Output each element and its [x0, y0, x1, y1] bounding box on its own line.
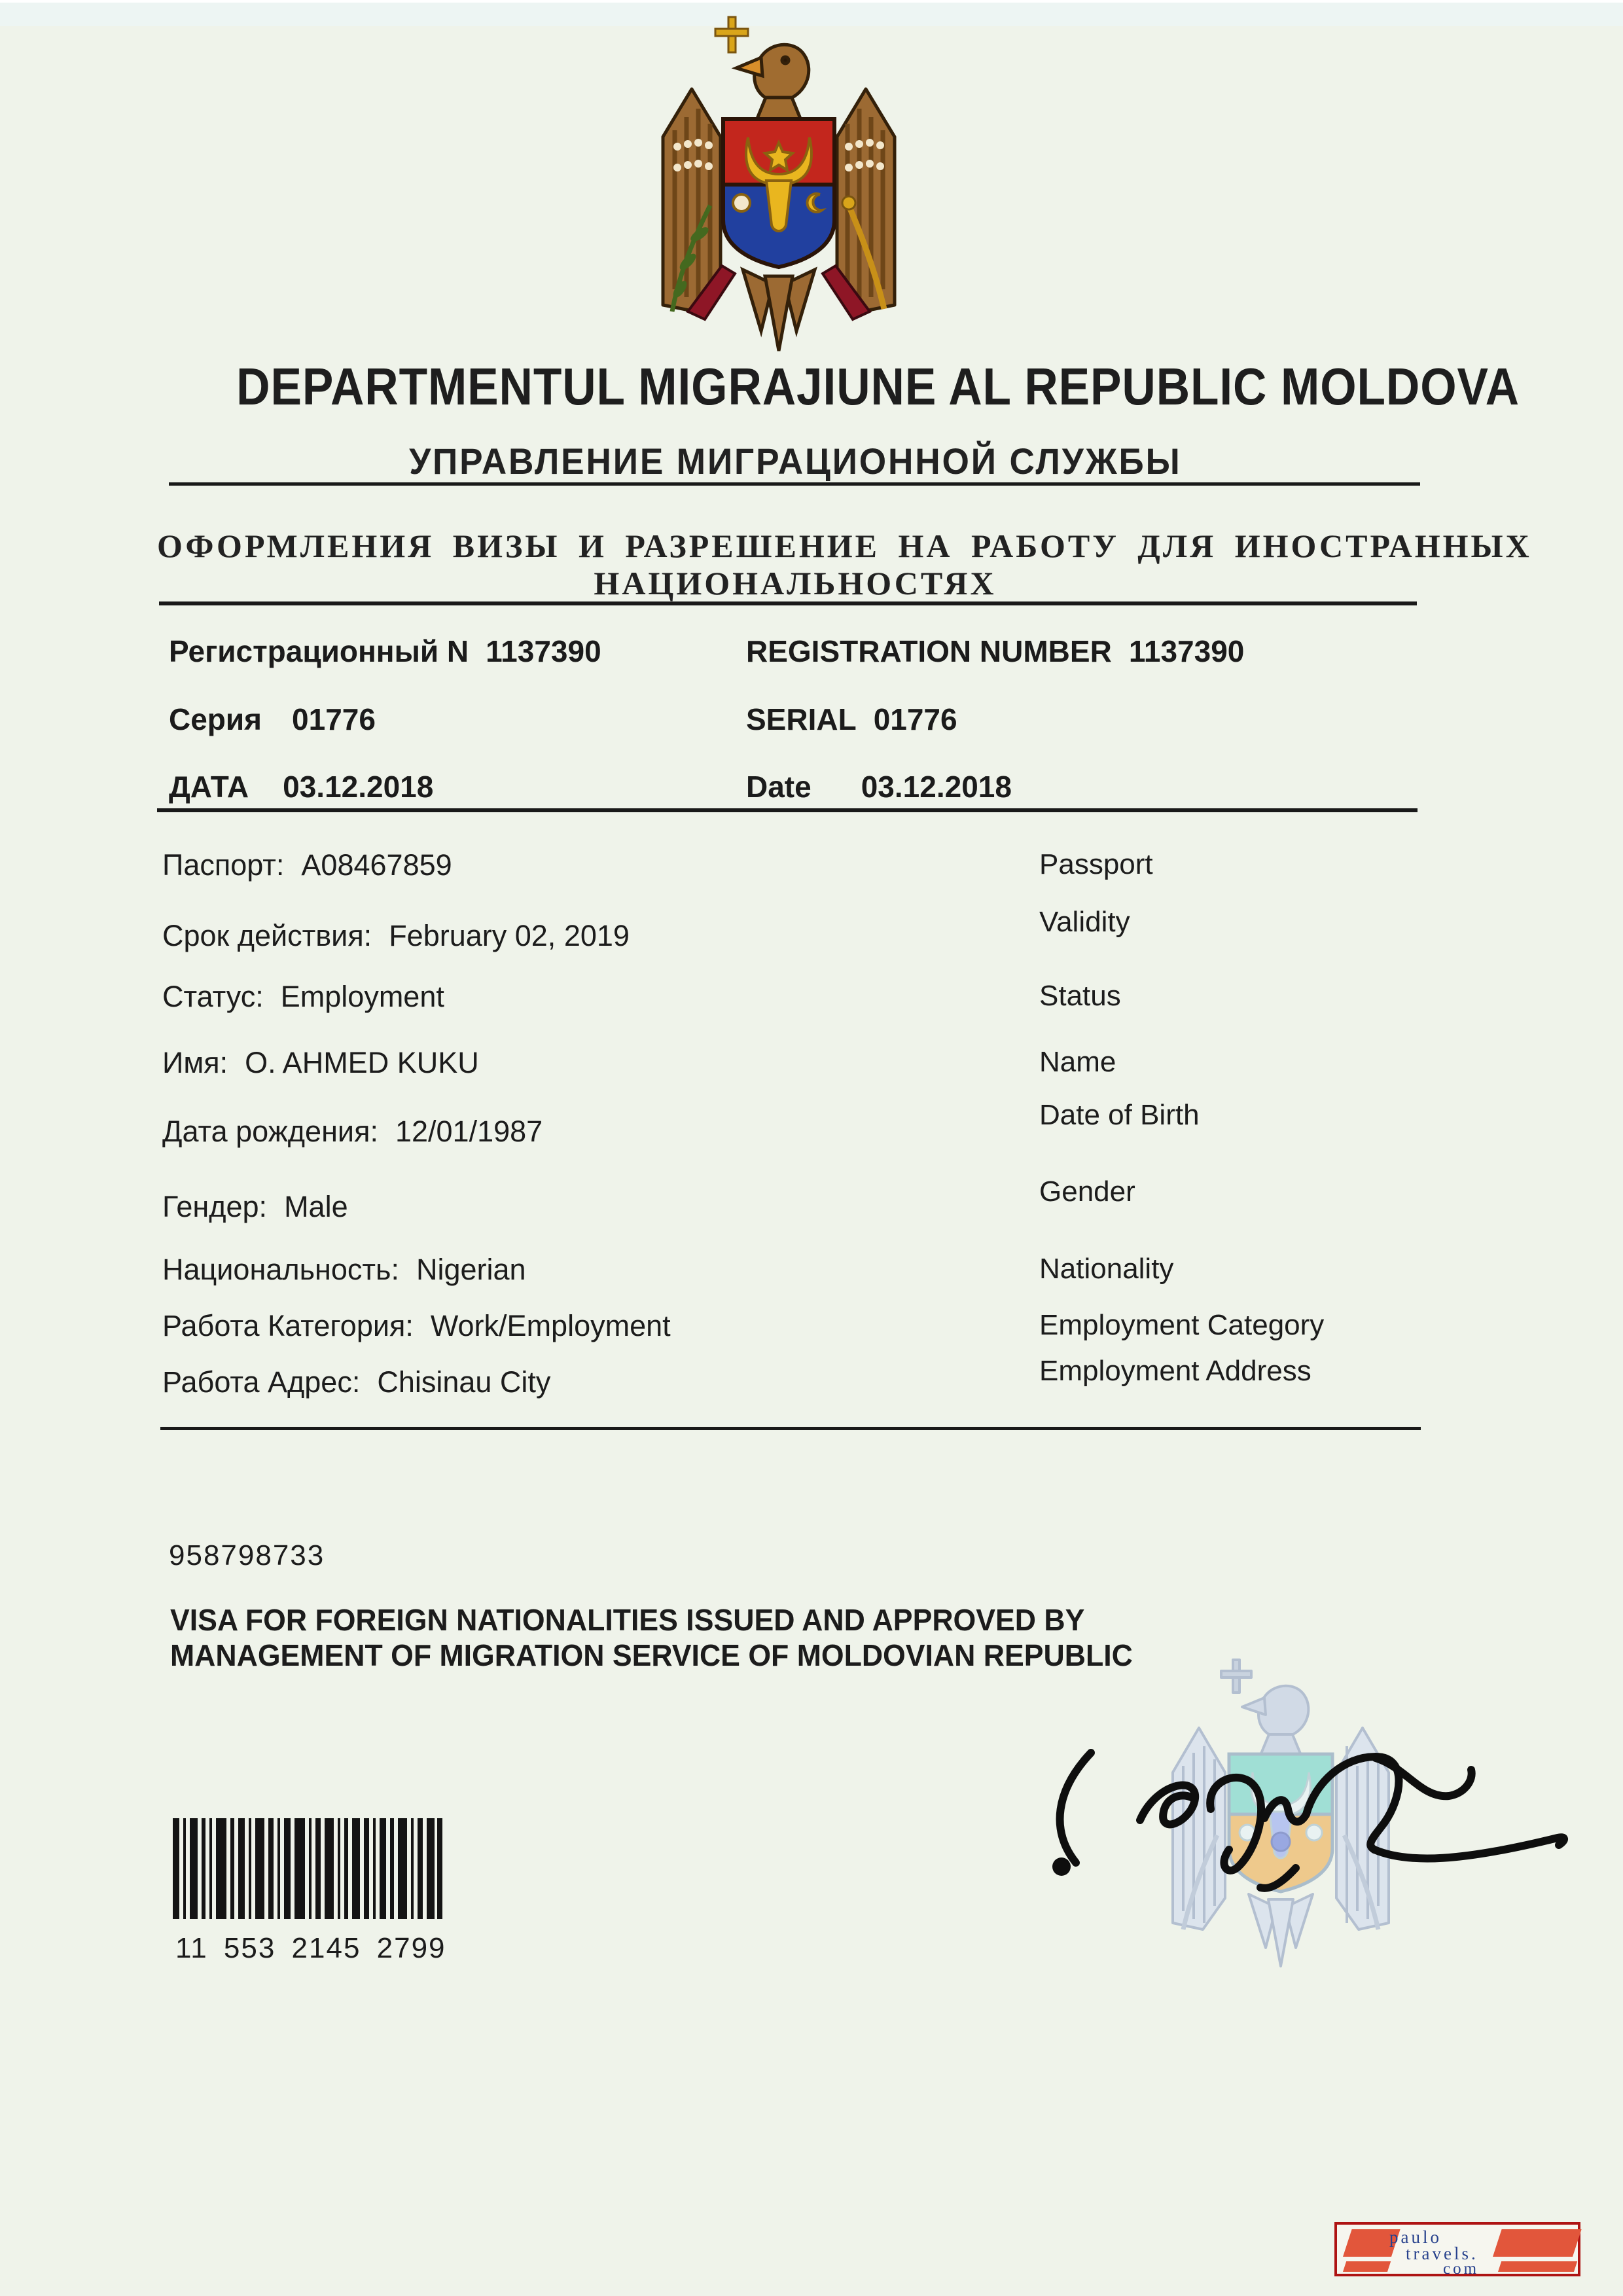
nationality-row [162, 1253, 1465, 1287]
employment-category-label-ru: Работа Категория: [162, 1309, 414, 1342]
status-value: Employment [280, 980, 444, 1013]
divider-line-heading [159, 601, 1417, 605]
date-ru-value: 03.12.2018 [283, 770, 434, 804]
employment-category-label-en: Employment Category [1039, 1309, 1325, 1341]
date-en-value: 03.12.2018 [861, 770, 1012, 804]
registration-number-ru [169, 634, 601, 668]
serial-row [169, 702, 1445, 737]
approval-statement-line1 [170, 1602, 1113, 1638]
logo-right-strip [1498, 2261, 1577, 2272]
date-ru-label: ДАТА [169, 770, 249, 804]
doc-heading-ru-line2: НАЦИОНАЛЬНОСТЯХ [594, 565, 997, 601]
logo-text-line3: com [1443, 2260, 1480, 2278]
employment-address-value: Chisinau City [377, 1365, 551, 1399]
gender-label-ru: Гендер: [162, 1190, 268, 1223]
passport-label-en: Passport [1039, 848, 1153, 880]
dob-label-en: Date of Birth [1039, 1099, 1200, 1131]
gender-value: Male [284, 1190, 348, 1223]
date-of-birth-row [162, 1099, 1465, 1149]
date-row [169, 769, 1445, 804]
status-label-en: Status [1039, 980, 1121, 1012]
passport-row [162, 848, 1465, 882]
registration-number-ru-value: 1137390 [486, 634, 601, 668]
doc-heading-ru-line1: ОФОРМЛЕНИЯ ВИЗЫ И РАЗРЕШЕНИЕ НА РАБОТУ ДЛЯ ИНОСТРАННЫХ [157, 528, 1532, 564]
passport-label-ru: Паспорт: [162, 848, 285, 882]
barcode-icon [173, 1818, 442, 1919]
barcode-number: 11 553 2145 2799 [175, 1932, 446, 1964]
name-value: O. AHMED KUKU [245, 1046, 479, 1079]
divider-line-details [160, 1427, 1421, 1430]
date-en [746, 769, 1012, 804]
employment-address-label-en: Employment Address [1039, 1355, 1311, 1387]
gender-row [162, 1175, 1465, 1224]
gender-label-en: Gender [1039, 1175, 1135, 1208]
serial-en [746, 702, 957, 737]
serial-en-label: SERIAL [746, 702, 857, 736]
passport-value: A08467859 [301, 848, 452, 882]
employment-category-row [162, 1309, 1465, 1343]
nationality-label-ru: Национальность: [162, 1253, 399, 1286]
nationality-value: Nigerian [416, 1253, 526, 1286]
paulo-travels-logo [1334, 2222, 1580, 2276]
registration-number-en-label: REGISTRATION NUMBER [746, 634, 1112, 668]
logo-text-line1: paulo [1389, 2227, 1442, 2247]
status-label-ru: Статус: [162, 980, 264, 1013]
logo-left-strip [1343, 2261, 1391, 2272]
serial-ru [169, 702, 376, 736]
validity-value: February 02, 2019 [389, 919, 630, 952]
nationality-label-en: Nationality [1039, 1253, 1174, 1285]
validity-row [162, 906, 1465, 953]
department-title [157, 357, 1520, 417]
service-subtitle-text: УПРАВЛЕНИЕ МИГРАЦИОННОЙ СЛУЖБЫ [408, 440, 1182, 482]
registration-number-ru-label: Регистрационный N [169, 634, 469, 668]
date-en-label: Date [746, 770, 812, 804]
name-label-en: Name [1039, 1046, 1116, 1078]
serial-en-value: 01776 [873, 702, 957, 736]
moldova-coat-of-arms-icon [645, 9, 913, 353]
reference-number: 958798733 [169, 1539, 325, 1571]
approval-statement-line2 [170, 1638, 1162, 1673]
serial-ru-value: 01776 [292, 702, 376, 736]
validity-label-ru: Срок действия: [162, 919, 372, 952]
employment-category-value: Work/Employment [430, 1309, 671, 1342]
approval-statement-line1-text: VISA FOR FOREIGN NATIONALITIES ISSUED AND APPROVED BY [170, 1603, 1085, 1637]
logo-right-parallelogram [1493, 2229, 1582, 2257]
serial-ru-label: Серия [169, 702, 262, 736]
service-subtitle-ru [157, 440, 1433, 482]
dob-value: 12/01/1987 [395, 1115, 543, 1148]
registration-number-en-value: 1137390 [1128, 634, 1245, 668]
department-title-text: DEPARTMENTUL MIGRAJIUNE AL REPUBLIC MOLDOVA [236, 357, 1520, 416]
status-row [162, 980, 1465, 1014]
registration-number-en [746, 634, 1244, 669]
employment-address-row [162, 1355, 1465, 1399]
validity-label-en: Validity [1039, 906, 1130, 938]
date-ru [169, 770, 433, 804]
divider-line-registration [157, 808, 1418, 812]
authorizing-signature-icon [1042, 1738, 1572, 1899]
name-row [162, 1046, 1465, 1080]
divider-line-top [169, 482, 1420, 486]
dob-label-ru: Дата рождения: [162, 1115, 378, 1148]
employment-address-label-ru: Работа Адрес: [162, 1365, 361, 1399]
name-label-ru: Имя: [162, 1046, 228, 1079]
logo-text-line2: travels. [1406, 2244, 1478, 2263]
approval-statement-line2-text: MANAGEMENT OF MIGRATION SERVICE OF MOLDOVIAN REPUBLIC [170, 1638, 1133, 1672]
registration-number-row [169, 634, 1445, 669]
